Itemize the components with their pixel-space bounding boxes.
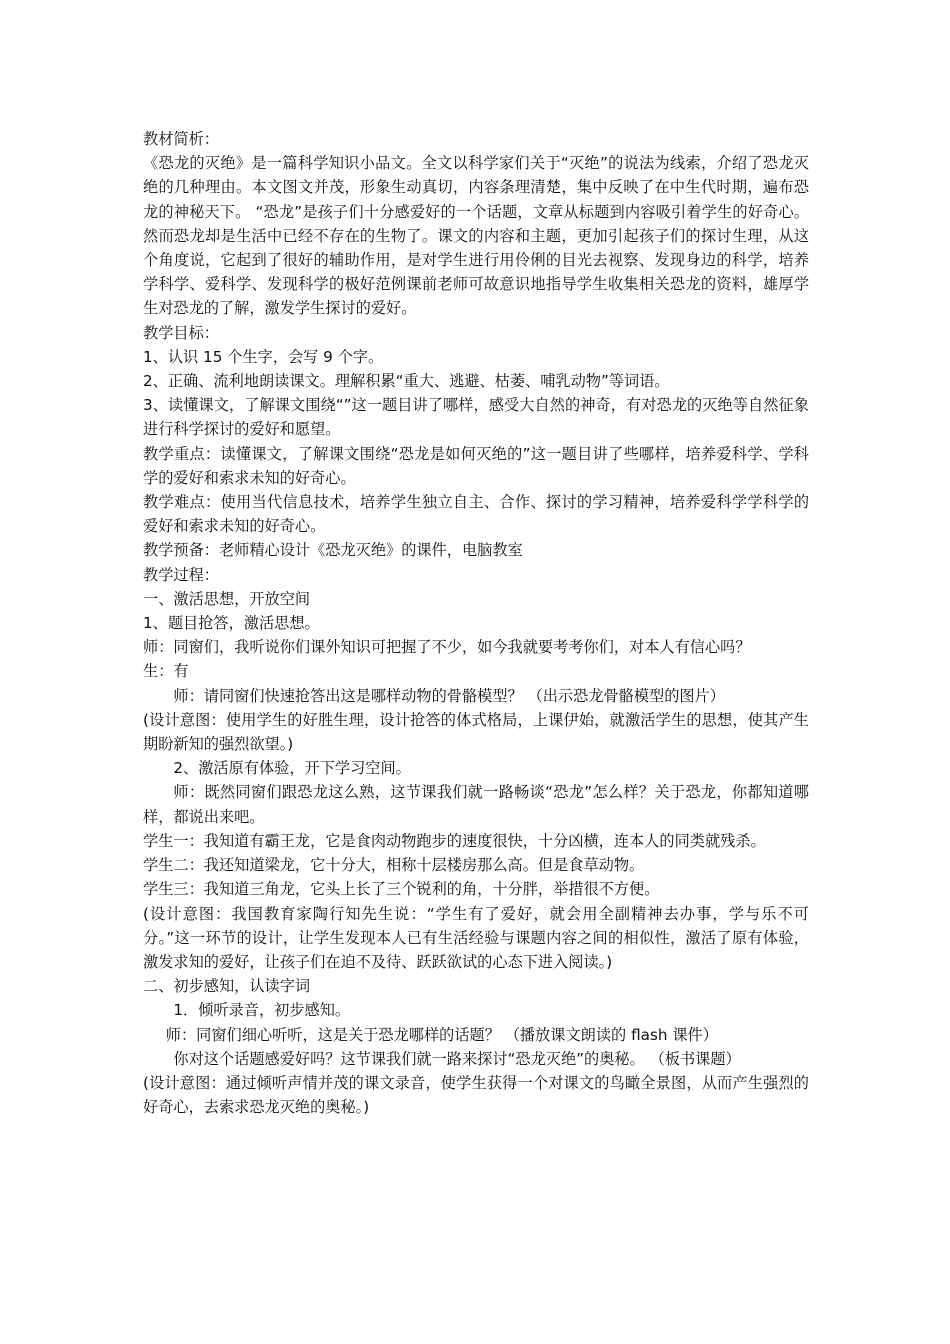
paragraph: 1、认识 15 个生字，会写 9 个字。 <box>143 347 384 366</box>
paragraph: 教学难点：使用当代信息技术，培养学生独立自主、合作、探讨的学习精神，培养爱科学学科学的爱好和索求未知的好奇心。 <box>143 493 809 536</box>
paragraph: 教学过程： <box>143 565 219 584</box>
paragraph: 师：既然同窗们跟恐龙这么熟，这节课我们就一路畅谈“恐龙”怎么样？关于恐龙，你都知道哪样，都说出来吧。 <box>143 783 809 826</box>
paragraph: 学生二：我还知道梁龙，它十分大，相称十层楼房那么高。但是食草动物。 <box>143 856 645 875</box>
paragraph: 教学目标： <box>143 323 219 342</box>
paragraph: 师：同窗们，我听说你们课外知识可把握了不少，如今我就要考考你们，对本人有信心吗？ <box>143 638 751 657</box>
paragraph: (设计意图：我国教育家陶行知先生说：“学生有了爱好，就会用全副精神去办事，学与乐不可分。”这一环节的设计，让学生发现本人已有生活经验与课题内容之间的相似性，激活了原有体验，激发求知的爱好，让孩子们在迫不及待、跃跃欲试的心态下进入阅读。) <box>143 904 809 971</box>
paragraph: 师：同窗们细心听听，这是关于恐龙哪样的话题？ （播放课文朗读的 flash 课件） <box>165 1025 718 1044</box>
document-body <box>143 127 809 1119</box>
paragraph: 3、读懂课文，了解课文围绕“”这一题目讲了哪样，感受大自然的神奇，有对恐龙的灭绝等自然征象进行科学探讨的爱好和愿望。 <box>143 396 809 439</box>
paragraph: 2、激活原有体验，开下学习空间。 <box>173 759 411 778</box>
paragraph: 师：请同窗们快速抢答出这是哪样动物的骨骼模型？ （出示恐龙骨骼模型的图片） <box>173 686 725 705</box>
paragraph: 教材简析： <box>143 130 219 148</box>
paragraph: 一、激活思想，开放空间 <box>143 589 311 608</box>
paragraph: 你对这个话题感爱好吗？这节课我们就一路来探讨“恐龙灭绝”的奥秘。 （板书课题） <box>173 1049 741 1068</box>
paragraph: 生：有 <box>143 662 189 681</box>
paragraph: 教学重点：读懂课文，了解课文围绕“恐龙是如何灭绝的”这一题目讲了些哪样，培养爱科学、学科学的爱好和索求未知的好奇心。 <box>143 444 809 487</box>
paragraph: 1、题目抢答，激活思想。 <box>143 614 320 633</box>
paragraph: 2、正确、流利地朗读课文。理解积累“重大、逃避、枯萎、哺乳动物”等词语。 <box>143 372 670 391</box>
paragraph: 教学预备：老师精心设计《恐龙灭绝》的课件，电脑教室 <box>143 541 523 560</box>
paragraph: (设计意图：使用学生的好胜生理，设计抢答的体式格局，上课伊始，就激活学生的思想，使其产生期盼新知的强烈欲望。) <box>143 710 809 754</box>
paragraph: 1．倾听录音，初步感知。 <box>173 1001 351 1020</box>
paragraph: 学生一：我知道有霸王龙，它是食肉动物跑步的速度很快，十分凶横，连本人的同类就残杀。 <box>143 831 766 850</box>
paragraph: 二、初步感知，认读字词 <box>143 977 311 996</box>
paragraph: 学生三：我知道三角龙，它头上长了三个锐利的角，十分胖，举措很不方便。 <box>143 880 660 899</box>
paragraph: 《恐龙的灭绝》是一篇科学知识小品文。全文以科学家们关于“灭绝”的说法为线索，介绍了恐龙灭绝的几种理由。本文图文并茂，形象生动真切，内容条理清楚，集中反映了在中生代时期，遍布恐龙的神秘天下。 “恐龙”是孩子们十分感爱好的一个话题，文章从标题到内容吸引着学生的好奇心。然而恐龙却是生活中已经不存在的生物了。课文的内容和主题，更加引起孩子们的探讨生理，从这个角度说，它起到了很好的辅助作用，是对学生进行用伶俐的目光去视察、发现身边的科学，培养学科学、爱科学、发现科学的极好范例课前老师可故意识地指导学生收集相关恐龙的资料，雄厚学生对恐龙的了解，激发学生探讨的爱好。 <box>143 154 809 318</box>
paragraph: (设计意图：通过倾听声情并茂的课文录音，使学生获得一个对课文的鸟瞰全景图，从而产生强烈的好奇心，去索求恐龙灭绝的奥秘。) <box>143 1073 809 1117</box>
